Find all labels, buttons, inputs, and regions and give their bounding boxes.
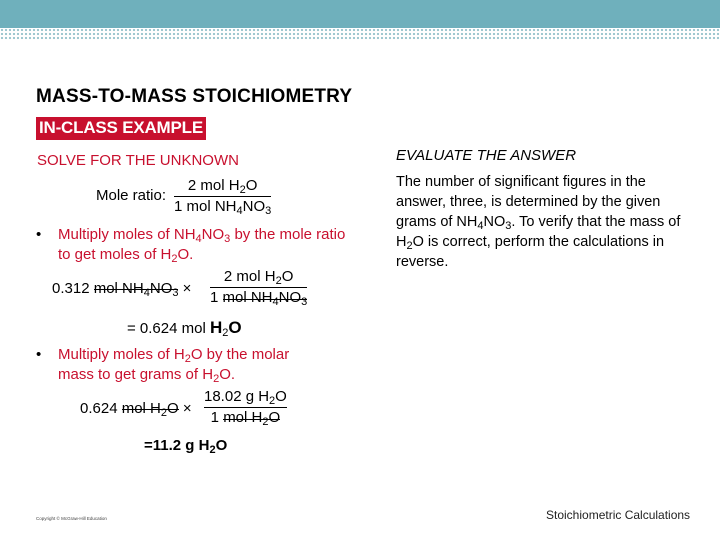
calc-2-denominator: 1 mol $H_2O$ [210,409,281,428]
fraction-bar [174,196,271,197]
cancelled-unit: mol $H_2O$ [223,409,281,428]
evaluate-body: The number of significant figures in the answer, three, is determined by the given grams of $NH_4NO_3$. To verify that the mass of $H_2O$ is correct, perform the calculations in reverse. [396,174,681,270]
cancelled-unit: mol $NH_4NO_3$ [93,280,179,299]
header-dot-pattern [0,28,720,40]
bullet-step-1-text: Multiply moles of $NH_4NO_3$ by the mole ratio to get moles of $H_2O$. [58,226,346,265]
mole-ratio-fraction [174,177,271,216]
solve-heading: SOLVE FOR THE UNKNOWN [37,152,239,169]
bullet-dot: • [36,346,42,363]
bullet-step-2-text: Multiply moles of $H_2O$ by the molar mass to get grams of $H_2O$. [58,346,290,385]
evaluate-heading: EVALUATE THE ANSWER [396,147,577,164]
slide-title: MASS-TO-MASS STOICHIOMETRY [36,86,353,107]
calc-1-denominator: 1 mol $NH_4NO_3$ [210,289,308,308]
calc-1-fraction [210,268,307,307]
fraction-bar [204,407,287,408]
bullet-dot: • [36,226,42,243]
calc-2-numerator: 18.02 g $H_2O$ [204,388,287,407]
in-class-example-badge: IN-CLASS EXAMPLE [36,117,206,140]
header-band [0,0,720,28]
calc-1-numerator: 2 mol $H_2O$ [223,268,294,287]
mole-ratio-denominator: 1 mol $NH_4NO_3$ [174,198,272,217]
calc-2-given: 0.624 mol $H_2O$ × [80,400,192,419]
calc-2-fraction [204,388,287,427]
cancelled-unit: mol $H_2O$ [121,400,179,419]
mole-ratio-numerator: 2 mol $H_2O$ [187,177,258,196]
fraction-bar [210,287,307,288]
calc-1-result: = 0.624 mol $H_2O$ [127,318,242,339]
calc-2-result: =11.2 g $H_2O$ [144,437,228,456]
footer-section-label: Stoichiometric Calculations [546,508,691,522]
calc-1-given: 0.312 mol $NH_4NO_3$ × [52,280,192,299]
cancelled-unit: mol $NH_4NO_3$ [222,289,308,308]
copyright-notice: Copyright © McGraw-Hill Education [36,516,107,521]
mole-ratio-label: Mole ratio: [96,187,167,204]
